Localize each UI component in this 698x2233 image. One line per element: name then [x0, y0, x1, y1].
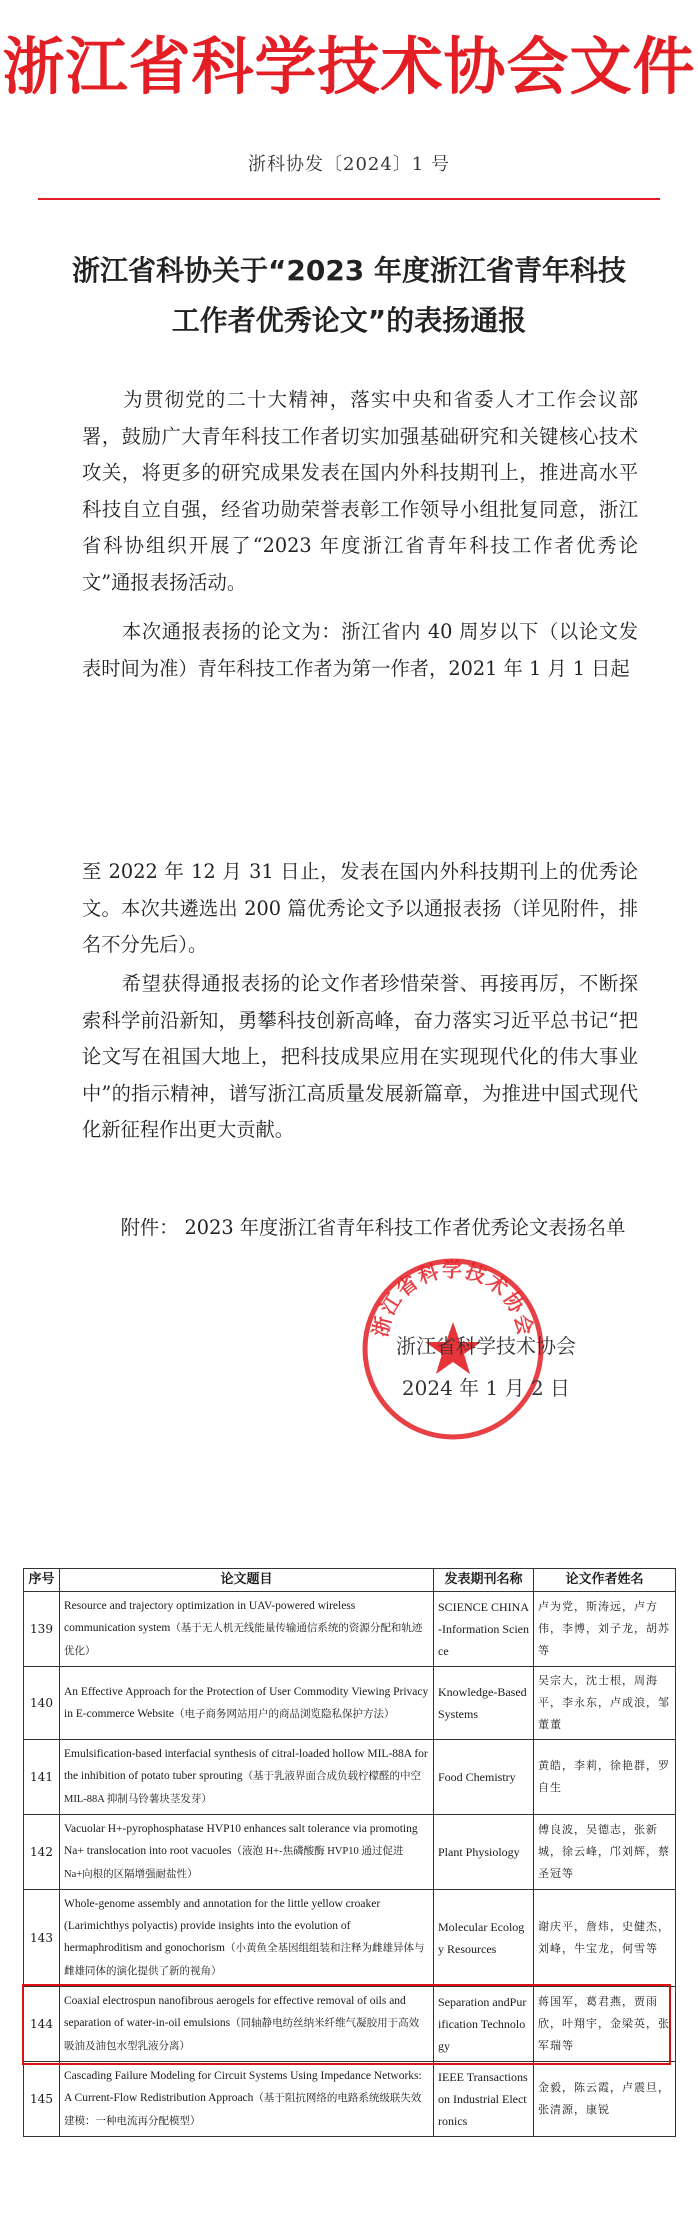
paper-title-cell — [60, 1592, 434, 1667]
header-no: 序号 — [24, 1569, 60, 1592]
body-paragraph-4-text: 希望获得通报表扬的论文作者珍惜荣誉、再接再厉，不断探索科学前沿新知，勇攀科技创新高峰，奋力落实习近平总书记“把论文写在祖国大地上，把科技成果应用在实现现代化的伟大事业中”的指示精神，谱写浙江高质量发展新篇章，为推进中国式现代化新征程作出更大贡献。 — [82, 972, 639, 1141]
author-names: 谢庆平，詹炜，史健杰，刘峰，牛宝龙，何雪等 — [534, 1890, 676, 1987]
row-number: 140 — [24, 1667, 60, 1740]
table-row — [24, 1987, 676, 2062]
journal-name: Molecular Ecology Resources — [434, 1890, 534, 1987]
paper-title-zh: （基于阻抗网络的电路系统级联失效建模：一种电流再分配模型） — [64, 2093, 422, 2127]
paper-title-cell — [60, 1815, 434, 1890]
journal-name: IEEE Transactions on Industrial Electronics — [434, 2062, 534, 2137]
body-paragraph-1 — [82, 382, 638, 601]
table-row — [24, 1815, 676, 1890]
paper-title-cell — [60, 2062, 434, 2137]
paper-title-zh: （同轴静电纺丝纳米纤维气凝胶用于高效吸油及油包水型乳液分离） — [64, 2018, 420, 2052]
row-number: 143 — [24, 1890, 60, 1987]
red-header-title: 浙江省科学技术协会文件 — [2, 30, 696, 103]
header-authors: 论文作者姓名 — [534, 1569, 676, 1592]
paper-title-zh: （液泡 H+-焦磷酸酶 HVP10 通过促进 Na+向根的区隔增强耐盐性） — [64, 1846, 404, 1880]
author-names: 蒋国军，葛君燕，贾雨欣，叶翔宇，金梁英，张军瑞等 — [534, 1987, 676, 2062]
journal-name: Knowledge-Based Systems — [434, 1667, 534, 1740]
journal-name: Separation andPurification Technology — [434, 1987, 534, 2062]
paper-title-en: Whole-genome assembly and annotation for the little yellow croaker (Larimichthys polyactis) provide insights into the evolution of hermaphroditism and gonochorism — [64, 1898, 381, 1954]
red-divider-line — [38, 198, 660, 200]
table-clip — [0, 1560, 698, 2233]
signature-date: 2024 年 1 月 2 日 — [401, 1376, 571, 1400]
notice-title: 浙江省科协关于“2023 年度浙江省青年科技工作者优秀论文”的表扬通报 — [71, 254, 627, 337]
paper-title-cell — [60, 1740, 434, 1815]
document-number: 浙科协发〔2024〕1 号 — [248, 154, 450, 175]
body-paragraph-2-text: 本次通报表扬的论文为：浙江省内 40 周岁以下（以论文发表时间为准）青年科技工作者为第一作者，2021 年 1 月 1 日起 — [82, 620, 638, 680]
author-names: 吴宗大，沈士根，周海平，李永东，卢成浪，邹董董 — [534, 1667, 676, 1740]
body-paragraph-4 — [82, 966, 638, 1149]
paper-title-zh: （小黄鱼全基因组组装和注释为雌雄异体与雌雄同体的演化提供了新的视角） — [64, 1943, 425, 1977]
body-paragraph-2 — [82, 614, 638, 686]
paper-title-en: Vacuolar H+-pyrophosphatase HVP10 enhances salt tolerance via promoting Na+ translocation into root vacuoles — [64, 1823, 418, 1857]
journal-name: Food Chemistry — [434, 1740, 534, 1815]
row-number: 142 — [24, 1815, 60, 1890]
table-row — [24, 1740, 676, 1815]
paper-title-cell — [60, 1667, 434, 1740]
table-row — [24, 1890, 676, 1987]
author-names: 黄皓，李莉，徐艳群，罗自生 — [534, 1740, 676, 1815]
paper-title-en: Coaxial electrospun nanofibrous aerogels for effective removal of oils and separation of water-in-oil emulsions — [64, 1995, 406, 2029]
author-names: 傅良波，吴德志，张新城，徐云峰，邝刘辉，蔡圣冠等 — [534, 1815, 676, 1890]
row-number: 145 — [24, 2062, 60, 2137]
signature-org: 浙江省科学技术协会 — [396, 1334, 576, 1358]
paper-title-cell — [60, 1890, 434, 1987]
paper-title-en: Cascading Failure Modeling for Circuit Systems Using Impedance Networks: A Current-Flow Redistribution Approach — [64, 2070, 422, 2104]
table-header-row — [24, 1569, 676, 1592]
author-names: 金毅，陈云霞，卢震旦，张清源，康锐 — [534, 2062, 676, 2137]
body-paragraph-1-text: 为贯彻党的二十大精神，落实中央和省委人才工作会议部署，鼓励广大青年科技工作者切实加强基础研究和关键核心技术攻关，将更多的研究成果发表在国内外科技期刊上，推进高水平科技自立自强，经省功勋荣誉表彰工作领导小组批复同意，浙江省科协组织开展了“2023 年度浙江省青年科技工作者优秀论文”通报表扬活动。 — [82, 388, 639, 594]
row-number: 139 — [24, 1592, 60, 1667]
paper-title-zh: （基于无人机无线能量传输通信系统的资源分配和轨迹优化） — [64, 1623, 423, 1657]
paper-title-zh: （基于乳液界面合成负载柠檬醛的中空 MIL-88A 抑制马铃薯块茎发芽） — [64, 1771, 422, 1805]
seal-text: 浙江省科学技术协会 — [367, 1257, 539, 1340]
body-paragraph-3: 至 2022 年 12 月 31 日止，发表在国内外科技期刊上的优秀论文。本次共遴选出 200 篇优秀论文予以通报表扬（详见附件，排名不分先后）。 — [82, 860, 638, 956]
table-row — [24, 2062, 676, 2137]
row-number: 141 — [24, 1740, 60, 1815]
header-journal: 发表期刊名称 — [434, 1569, 534, 1592]
paper-title-zh: （电子商务网站用户的商品浏览隐私保护方法） — [174, 1708, 395, 1720]
paper-title-cell — [60, 1987, 434, 2062]
paper-title-en: Emulsification-based interfacial synthesis of citral-loaded hollow MIL-88A for the inhibition of potato tuber sprouting — [64, 1748, 428, 1782]
paper-title-en: An Effective Approach for the Protection of User Commodity Viewing Privacy in E-commerce Website — [64, 1685, 429, 1720]
attachment-text: 附件： 2023 年度浙江省青年科技工作者优秀论文表扬名单 — [120, 1216, 626, 1239]
header-title: 论文题目 — [60, 1569, 434, 1592]
paper-table — [23, 1568, 676, 2137]
author-names: 卢为党，斯涛远，卢方伟，李博，刘子龙，胡苏等 — [534, 1592, 676, 1667]
attachment-line — [82, 1210, 638, 1247]
row-number: 144 — [24, 1987, 60, 2062]
table-row — [24, 1592, 676, 1667]
journal-name: Plant Physiology — [434, 1815, 534, 1890]
table-row — [24, 1667, 676, 1740]
paper-title-en: Resource and trajectory optimization in UAV-powered wireless communication system — [64, 1600, 356, 1634]
journal-name: SCIENCE CHINA-Information Science — [434, 1592, 534, 1667]
attachment-table-wrapper — [23, 1568, 675, 2137]
